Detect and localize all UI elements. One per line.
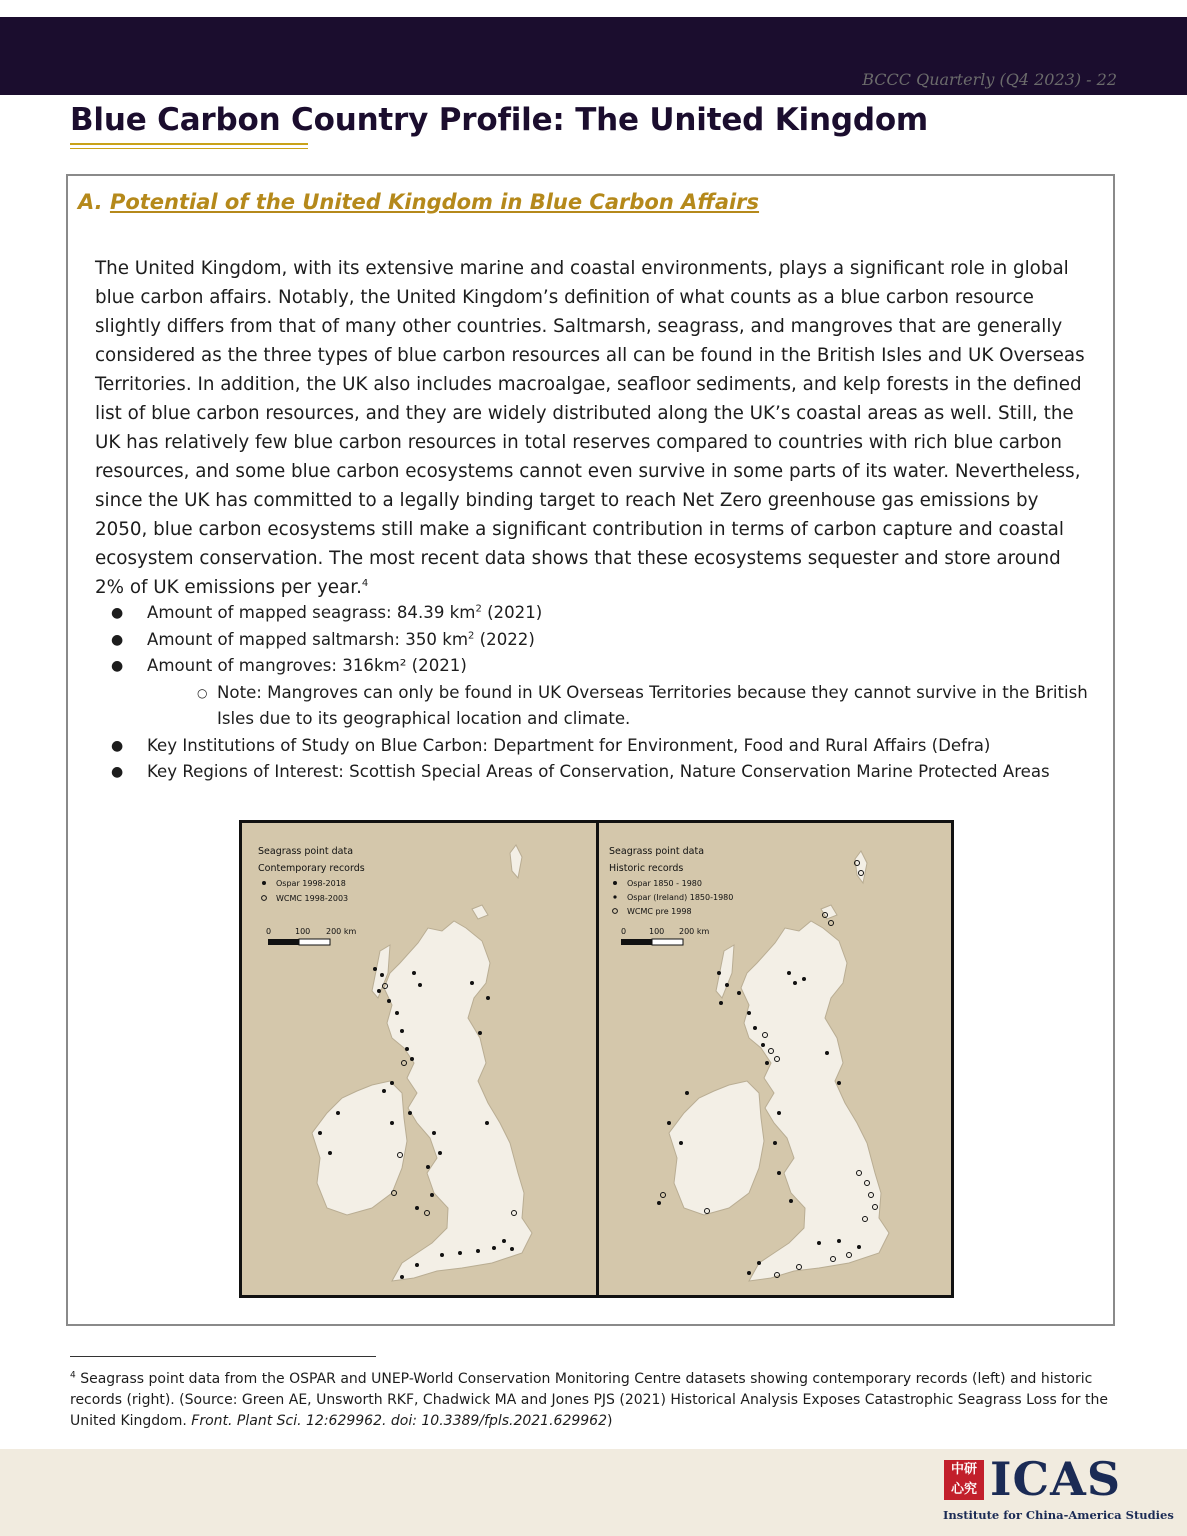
bullet-icon: ● (111, 605, 124, 621)
map-right-legend-3: WCMC pre 1998 (627, 907, 692, 916)
paragraph-text: The United Kingdom, with its extensive marine and coastal environments, plays a significant role in global blue carbon affairs. Notably, the United Kingdom’s definition of what counts as a blue carbon resource slightly differs from that of many other countries. Saltmarsh, seagrass, and mangroves that are generally considered as the three types of blue carbon resources all can be found in the British Isles and UK Overseas Territories. In addition, the UK also includes macroalgae, seafloor sediments, and kelp forests in the defined list of blue carbon resources, and they are widely distributed along the UK’s coastal areas as well. Still, the UK has relatively few blue carbon resources in total reserves compared to countries with rich blue carbon resources, and some blue carbon ecosystems cannot even survive in some parts of its water. Nevertheless, since the UK has committed to a legally binding target to reach Net Zero greenhouse gas emissions by 2050, blue carbon ecosystems still make a significant contribution in terms of carbon capture and coastal ecosystem conservation. The most recent data shows that these ecosystems sequester and store around 2% of UK emissions per year. (95, 258, 1085, 598)
shetland-shape (510, 845, 522, 878)
map-right (609, 846, 889, 1281)
fact-list (95, 600, 1105, 786)
scale-100: 100 (295, 927, 311, 936)
map-right-title: Seagrass point data (609, 846, 705, 857)
running-head: BCCC Quarterly (Q4 2023) - 22 (862, 70, 1117, 89)
footnote-number: 4 (70, 1370, 76, 1381)
list-item-mangroves (95, 653, 1105, 733)
scale-0: 0 (621, 927, 627, 936)
scale-bar-black (621, 939, 652, 945)
list-item-regions (95, 759, 1105, 786)
legend-open-dot (262, 896, 267, 901)
legend-small-dot (613, 895, 616, 898)
bullet-icon: ● (111, 737, 124, 754)
great-britain-shape (741, 921, 889, 1281)
section-heading (78, 190, 759, 214)
list-item-seagrass (95, 600, 1105, 627)
title-underline (70, 143, 308, 145)
footnote-citation: Front. Plant Sci. 12:629962. doi: 10.3389/fpls.2021.629962 (191, 1413, 607, 1429)
maps-svg (242, 823, 951, 1295)
ireland-shape (669, 1081, 764, 1215)
saltmarsh-sup: 2 (468, 629, 475, 641)
section-letter: A. (78, 190, 103, 214)
scale-200: 200 km (326, 927, 357, 936)
page-title: Blue Carbon Country Profile: The United Kingdom (70, 102, 929, 138)
map-right-subtitle: Historic records (609, 863, 684, 874)
legend-filled-dot (262, 881, 266, 885)
footnote-close: ) (606, 1413, 613, 1429)
orkney-shape (472, 905, 488, 919)
list-item-saltmarsh (95, 627, 1105, 654)
scale-bar-white (299, 939, 330, 945)
legend-open-dot (613, 909, 618, 914)
list-item-institutions (95, 733, 1105, 760)
map-left-legend-1: Ospar 1998-2018 (276, 879, 346, 888)
icas-tagline: Institute for China-America Studies (943, 1508, 1174, 1522)
icas-logo: ICAS (990, 1452, 1122, 1506)
bullet-icon: ● (111, 658, 124, 674)
great-britain-shape (384, 921, 532, 1281)
scale-bar-black (268, 939, 299, 945)
title-underline-thin (70, 148, 308, 149)
footnote (70, 1369, 1120, 1432)
scale-0: 0 (266, 927, 272, 936)
bullet-icon: ● (111, 764, 124, 780)
scale-100: 100 (649, 927, 665, 936)
scale-bar-white (652, 939, 683, 945)
legend-filled-dot (613, 881, 617, 885)
map-left-legend-2: WCMC 1998-2003 (276, 894, 349, 903)
map-left-title: Seagrass point data (258, 846, 354, 857)
seagrass-maps-figure (239, 820, 954, 1298)
panel-divider (596, 823, 599, 1295)
footnote-ref[interactable]: 4 (361, 577, 369, 589)
footnote-text: Seagrass point data from the OSPAR and UNEP-World Conservation Monitoring Centre datasets showing contemporary records (left) and historic records (right). (Source: Green AE, Unsworth RKF, Chadwick MA and Jones PJS (2021) Historical Analysis Exposes Catastrophic Seagrass Loss for the United Kingdom. (70, 1371, 1108, 1429)
map-right-legend-2: Ospar (Ireland) 1850-1980 (627, 893, 734, 902)
map-left-subtitle: Contemporary records (258, 863, 365, 874)
section-paragraph (95, 254, 1095, 602)
circle-bullet-icon: ○ (197, 685, 208, 700)
bullet-icon: ● (111, 631, 124, 648)
mangrove-note-text: Note: Mangroves can only be found in UK Overseas Territories because they cannot survive in the British Isles due to its geographical location and climate. (217, 682, 1088, 728)
section-heading-text: Potential of the United Kingdom in Blue Carbon Affairs (109, 190, 760, 214)
seagrass-sup: 2 (475, 603, 482, 615)
list-item-mangrove-note (147, 680, 1105, 733)
seagrass-year: (2021) (481, 603, 543, 622)
sub-list (147, 680, 1105, 733)
institutions-text: Key Institutions of Study on Blue Carbon: Department for Environment, Food and Rural Affairs (Defra) (147, 735, 991, 755)
scale-200: 200 km (679, 927, 710, 936)
saltmarsh-text: Amount of mapped saltmarsh: 350 km (147, 629, 469, 649)
icas-seal-logo: 中研 心究 (944, 1460, 984, 1500)
map-right-legend-1: Ospar 1850 - 1980 (627, 879, 702, 888)
seagrass-text: Amount of mapped seagrass: 84.39 km (147, 603, 476, 622)
regions-text: Key Regions of Interest: Scottish Special Areas of Conservation, Nature Conservation Marine Protected Areas (147, 762, 1050, 781)
shetland-shape (855, 851, 867, 883)
mangroves-text: Amount of mangroves: 316km² (2021) (147, 656, 467, 675)
saltmarsh-year: (2022) (474, 629, 535, 649)
map-left (258, 845, 532, 1281)
footnote-rule (70, 1356, 376, 1357)
